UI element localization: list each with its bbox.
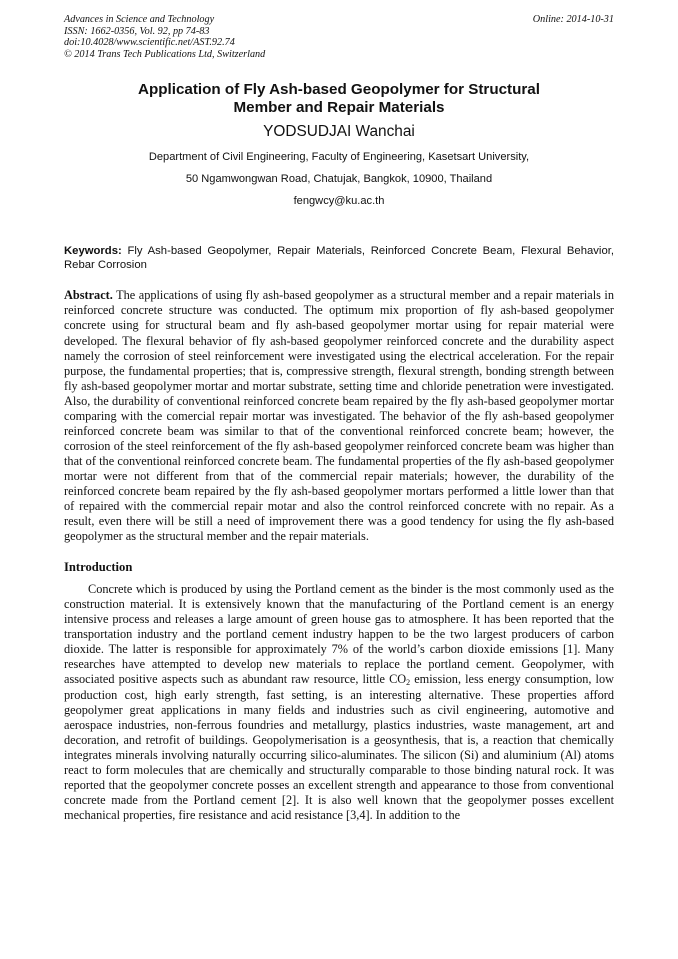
- online-date: Online: 2014-10-31: [532, 14, 614, 25]
- affiliation-line-2: 50 Ngamwongwan Road, Chatujak, Bangkok, 10900, Thailand: [185, 173, 493, 186]
- intro-text-part-1: Concrete which is produced by using the Portland cement as the binder is the most commonly used as the construction material. It is extensively known that the manufacturing of the Portland cement is an energy intensive process and releases a large amount of green house gas to atmosphere. It has been reported that the transportation industry and the portland cement industry happen to be the two largest producers of carbon dioxide. The latter is responsible for approximately 7% of the world’s carbon dioxide emissions [1]. Many researches have attempted to develop new materials to replace the portland cement. Geopolymer, with associated positive aspects such as abundant raw resource, little CO: [64, 582, 614, 687]
- paper-page: [64, 14, 614, 823]
- abstract-label: Abstract.: [64, 288, 113, 303]
- title-line-2: Member and Repair Materials: [233, 99, 445, 117]
- co2-subscript: 2: [406, 678, 411, 688]
- journal-header: [64, 14, 614, 60]
- doi-line: doi:10.4028/www.scientific.net/AST.92.74: [64, 37, 235, 49]
- issn-line: ISSN: 1662-0356, Vol. 92, pp 74-83: [64, 25, 210, 37]
- paper-title: [64, 81, 614, 117]
- author-name: YODSUDJAI Wanchai: [263, 123, 415, 141]
- abstract-text: The applications of using fly ash-based geopolymer as a structural member and a repair materials in reinforced concrete structure was conducted. The optimum mix proportion of fly ash-based geopolymer concrete using for structural beam and fly ash-based geopolymer mortar using for repair material were developed. The flexural behavior of fly ash-based geopolymer reinforced concrete and the durability aspect namely the corrosion of steel reinforcement were investigated using the electrical acceleration. For the repair purpose, the fundamental properties; that is, compressive strength, flexural strength, bonding strength between fly ash-based geopolymer mortar and mortar substrate, setting time and chloride penetration were investigated. Also, the durability of conventional reinforced concrete beam repaired by the fly ash-based geopolymer mortar comparing with the comercial repair mortar was investigated. The behavior of the fly ash-based geopolymer reinforced concrete beam was similar to that of the conventional reinforced concrete beam; however, the corrosion of the steel reinforcement of the fly ash-based geopolymer reinforced concrete beam was higher than that of the conventional reinforced concrete beam. The fundamental properties of the fly ash-based geopolymer mortar were not different from that of the commercial repair materials; however, the durability of the reinforced concrete beam repaired by the fly ash-based geopolymer mortars performed a little lower than that of repaired with the commercial repair motar and also the control reinforced concrete with no repair. As a result, even there will be still a need of improvement there was a good tendency for using the fly ash-based geopolymer as the structural member and the repair materials.: [64, 288, 614, 544]
- title-line-1: Application of Fly Ash-based Geopolymer for Structural: [138, 81, 540, 99]
- affiliation: [64, 146, 614, 212]
- keywords-text: Fly Ash-based Geopolymer, Repair Materials, Reinforced Concrete Beam, Flexural Behavior, Rebar Corrosion: [64, 245, 614, 272]
- author-email: fengwcy@ku.ac.th: [293, 195, 385, 208]
- intro-text-part-2: emission, less energy consumption, low production cost, high early strength, fast setting, is an interesting alternative. These properties afford geopolymer great applications in many fields and industries such as civil engineering, automotive and aerospace industries, non-ferrous foundries and metallurgy, plastics industries, waste management, art and decoration, and retrofit of buildings. Geopolymerisation is a geosynthesis, that is, a reaction that chemically integrates minerals involving naturally occurring silico-aluminates. The silicon (Si) and aluminium (Al) atoms react to form molecules that are chemically and structurally comparable to those binding natural rock. It was reported that the geopolymer concrete posses an excellent strength and appearance to those from conventional concrete made from the Portland cement [2]. It is also well known that the geopolymer posses excellent mechanical properties, fire resistance and acid resistance [3,4]. In addition to the: [64, 672, 614, 822]
- abstract: [64, 288, 614, 544]
- introduction-paragraph: [64, 582, 614, 823]
- keywords: [64, 244, 614, 272]
- section-heading-introduction: Introduction: [64, 560, 133, 575]
- journal-name: Advances in Science and Technology: [64, 14, 215, 25]
- copyright-line: © 2014 Trans Tech Publications Ltd, Switzerland: [64, 48, 266, 60]
- keywords-label: Keywords:: [64, 245, 122, 258]
- affiliation-line-1: Department of Civil Engineering, Faculty of Engineering, Kasetsart University,: [148, 151, 530, 164]
